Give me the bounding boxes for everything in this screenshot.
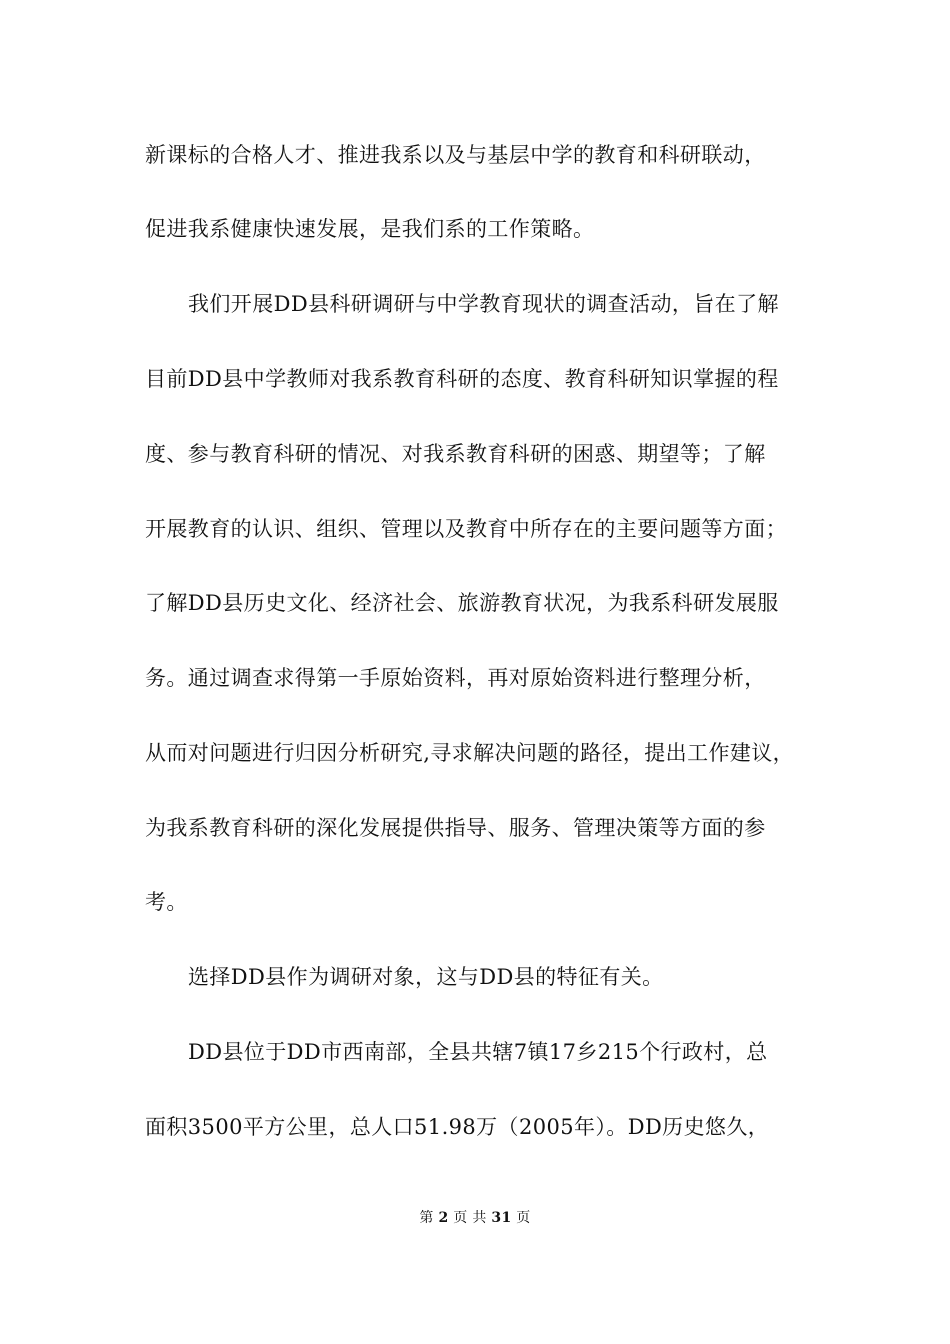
body-line-13: DD县位于DD市西南部，全县共辖7镇17乡215个行政村，总: [188, 1040, 768, 1064]
body-line-8: 务。通过调查求得第一手原始资料，再对原始资料进行整理分析，: [145, 666, 766, 690]
body-line-1: 新课标的合格人才、推进我系以及与基层中学的教育和科研联动，: [145, 143, 766, 167]
body-line-11: 考。: [145, 890, 188, 914]
body-line-3: 我们开展DD县科研调研与中学教育现状的调查活动，旨在了解: [188, 292, 779, 316]
footer-prefix: 第: [419, 1210, 434, 1226]
body-line-7: 了解DD县历史文化、经济社会、旅游教育状况，为我系科研发展服: [145, 591, 779, 615]
footer-total-pages: 31: [491, 1210, 512, 1226]
body-line-6: 开展教育的认识、组织、管理以及教育中所存在的主要问题等方面；: [145, 517, 787, 541]
body-line-4: 目前DD县中学教师对我系教育科研的态度、教育科研知识掌握的程: [145, 367, 779, 391]
page-footer: [0, 1209, 950, 1227]
body-line-12: 选择DD县作为调研对象，这与DD县的特征有关。: [188, 965, 664, 989]
body-line-10: 为我系教育科研的深化发展提供指导、服务、管理决策等方面的参: [145, 816, 766, 840]
footer-suffix: 页: [516, 1210, 531, 1226]
body-line-5: 度、参与教育科研的情况、对我系教育科研的困惑、期望等；了解: [145, 442, 766, 466]
footer-middle: 页 共: [453, 1210, 487, 1226]
body-line-9: 从而对问题进行归因分析研究,寻求解决问题的路径，提出工作建议，: [145, 741, 795, 765]
body-line-2: 促进我系健康快速发展，是我们系的工作策略。: [145, 217, 595, 241]
footer-current-page: 2: [438, 1210, 449, 1226]
body-line-14: 面积3500平方公里，总人口51.98万（2005年）。DD历史悠久，: [145, 1115, 770, 1139]
